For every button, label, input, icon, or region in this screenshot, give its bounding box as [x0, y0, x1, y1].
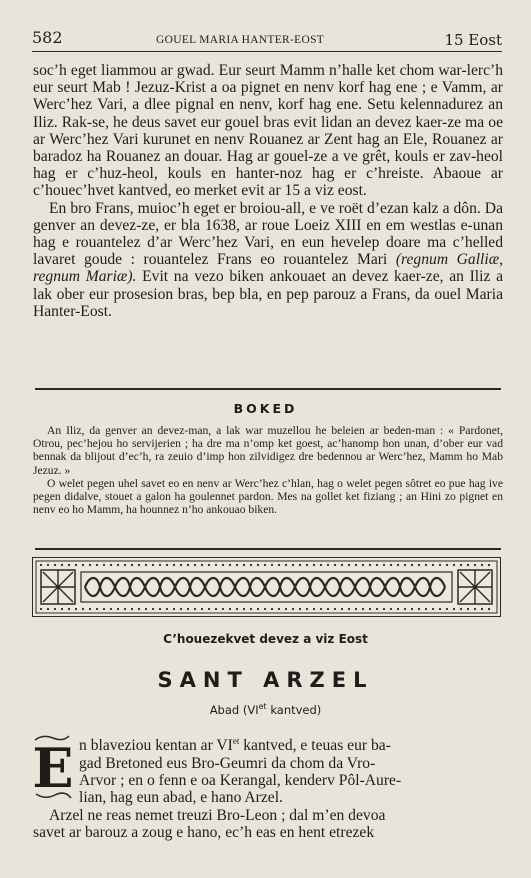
paragraph-2-end: Evit na vezo biken ankouaet an devez kaer-ze, an Iliz a lak ober eur prosesion bras, bep bla, en pep parouz a Frans, da ouel Maria Hanter-Eost.: [33, 268, 503, 320]
running-title: GOUEL MARIA HANTER-EOST: [156, 34, 325, 46]
article-line-3: Arvor ; en o fenn e oa Kerangal, kenderv Pôl-Aure-: [79, 772, 402, 789]
saint-title: SANT ARZEL: [157, 668, 374, 692]
article-line-1-sup: et: [232, 736, 240, 746]
page-header: [32, 27, 502, 52]
paragraph-2: [33, 200, 503, 320]
header-date: 15 Eost: [444, 31, 502, 49]
article-line-2: gad Bretoned eus Bro-Geumri da chom da Vro-: [79, 754, 376, 772]
saint-subtitle: [0, 702, 531, 717]
article-line-1-post: kantved, e teuas eur ba-: [239, 737, 391, 755]
saint-subtitle-pre: Abad (VI: [209, 702, 259, 717]
paragraph-1: soc’h eget liammou ar gwad. Eur seurt Mamm n’halle ket chom war-lerc’h eur seurt Mab ! Jezuz-Krist a oa pignet en nenv korf hag ene ; e Vamm, ar Werc’hez Vari, a dlee pignal en nenv, korf hag ene. Setu kelennadurez an Iliz. Rak-se, he deus savet eur gouel bras evit lidan an devez kaer-ze ma oe ar Werc’hez Vari kurunet en nenv Rouanez ar Zent hag an Ele, Rouanez ar baradoz ha Rouanez an douar. Hag ar gouel-ze a ve grêt, kouls er zav-heol hag er c’huz-heol, kouls en hanter-noz hag er c’hreiste. Abaoue ar c’houec’hvet kantved, eo merket evit ar 15 a viz eost.: [33, 62, 503, 200]
article-line-4: lian, hag eun abad, e hano Arzel.: [79, 789, 283, 807]
celtic-knot-ornament: [33, 558, 500, 616]
page-number: 582: [32, 28, 63, 47]
dropcap-letter: E: [33, 736, 73, 800]
article-text: [33, 733, 503, 842]
article-line-5: Arzel ne reas nemet treuzi Bro-Leon ; dal m’en devoa: [49, 806, 386, 824]
boked-heading: BOKED: [233, 401, 298, 416]
article-line-1-pre: n blaveziou kentan ar VI: [79, 737, 233, 755]
day-subtitle: C’houezekvet devez a viz Eost: [163, 632, 368, 646]
latin-quote: (regnum Galliæ, regnum Mariæ).: [33, 251, 503, 286]
section-divider: [35, 388, 501, 390]
main-text: [33, 62, 503, 320]
article-line-6: savet ar barouz a zoug e hano, ec’h eas en hent etrezek: [33, 824, 375, 842]
ornamental-frieze: [32, 557, 501, 617]
saint-subtitle-sup: et: [258, 702, 267, 711]
saint-subtitle-post: kantved): [266, 702, 322, 717]
frieze-top-rule: [35, 548, 501, 550]
boked-paragraph-1: An Iliz, da genver an devez-man, a lak war muzellou he beleien ar beden-man : « Pardonet, Otrou, pec’hejou ho servijerien ; ha dre ma n’omp ket goest, ac’hanomp hon unan, d’ober eur vad bennak da blijout d’ec’h, ra zeuio d’imp hon zilvidigez dre bedennou ar Werc’hez, Mamm ho Mab Jezuz. »: [33, 424, 503, 477]
boked-paragraph-2: O welet pegen uhel savet eo en nenv ar Werc’hez c’hlan, hag o welet pegen sôtret eo pue hag ive pegen didalve, stouet a galon ha goulennet pardon. Mes na gollet ket fiziang ; an Hini zo pignet en nenv eo ho Mamm, ha hounnez n’ho ankouao biken.: [33, 476, 503, 517]
paragraph-2-start: En bro Frans, muioc’h eget er broiou-all, e ve roët d’ezan kalz a dôn. Da genver an devez-ze, er bla 1638, ar roue Loeiz XIII en em westlas e-unan hag e rouantelez d’ar Werc’hez Vari, en eun hevelep doare ma c’helled lavaret goude : rouantelez Frans eo rouantelez Mari: [33, 199, 503, 269]
boked-text: [33, 424, 503, 516]
article-line-1: [33, 733, 503, 755]
